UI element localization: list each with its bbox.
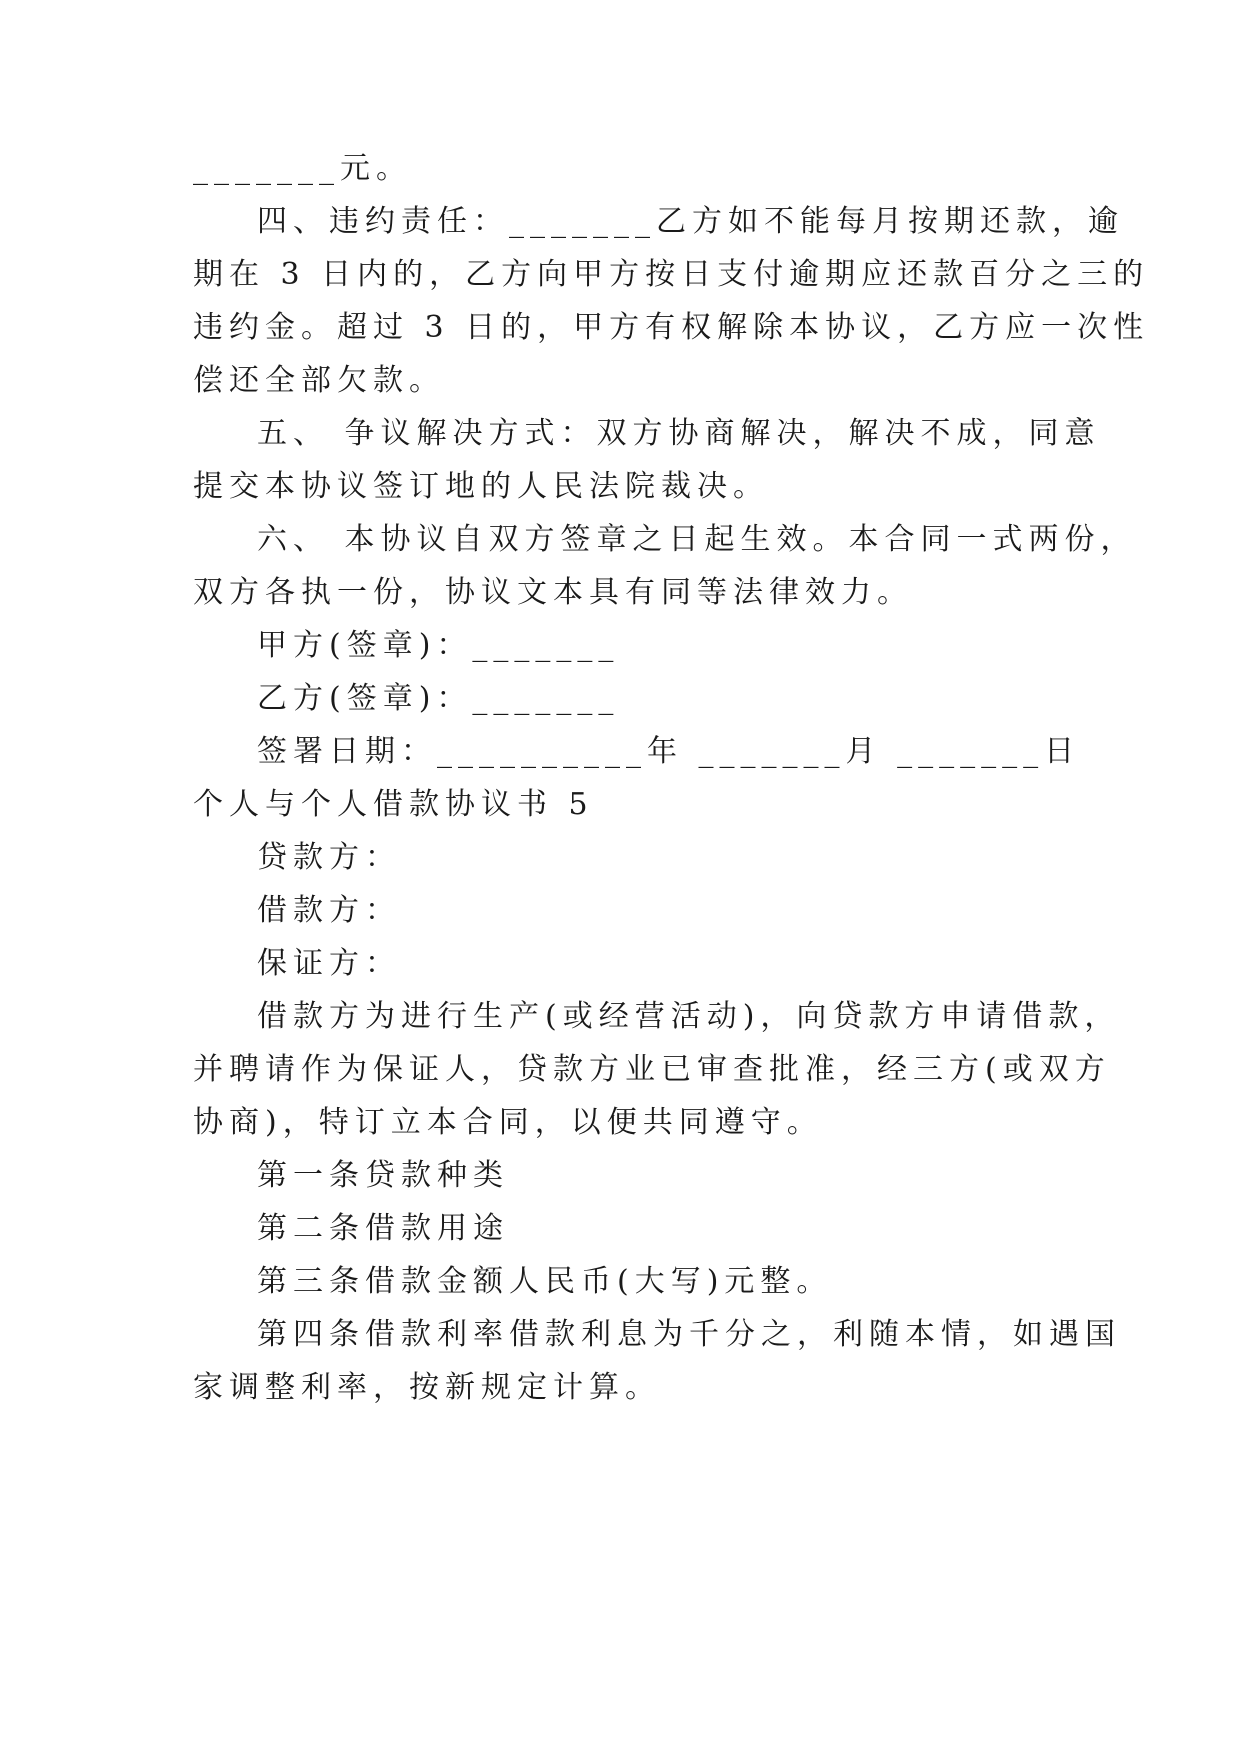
- text-line-overdue-penalty: 期在 3 日内的，乙方向甲方按日支付逾期应还款百分之三的: [193, 257, 1150, 292]
- borrower-line: 借款方：: [257, 893, 401, 928]
- text-line-preamble-1: 借款方为进行生产(或经营活动)，向贷款方申请借款，: [257, 999, 1121, 1034]
- text-line-penalty-termination: 违约金。超过 3 日的，甲方有权解除本协议，乙方应一次性: [193, 310, 1150, 345]
- text-line-breach-liability: 四、违约责任：_______乙方如不能每月按期还款，逾: [257, 204, 1124, 239]
- party-a-signature-line: 甲方(签章)：_______: [257, 628, 620, 663]
- article-3-loan-amount: 第三条借款金额人民币(大写)元整。: [257, 1264, 833, 1299]
- lender-line: 贷款方：: [257, 840, 401, 875]
- section-title: 个人与个人借款协议书 5: [193, 787, 594, 822]
- text-line-effective-date: 六、 本协议自双方签章之日起生效。本合同一式两份，: [257, 522, 1137, 557]
- guarantor-line: 保证方：: [257, 946, 401, 981]
- article-4-interest-rate: 第四条借款利率借款利息为千分之，利随本情，如遇国: [257, 1317, 1121, 1352]
- text-line-copies: 双方各执一份，协议文本具有同等法律效力。: [193, 575, 913, 610]
- party-b-signature-line: 乙方(签章)：_______: [257, 681, 620, 716]
- article-1-loan-type: 第一条贷款种类: [257, 1158, 509, 1193]
- text-line-court-ruling: 提交本协议签订地的人民法院裁决。: [193, 469, 769, 504]
- text-line-full-repayment: 偿还全部欠款。: [193, 363, 445, 398]
- text-line-preamble-2: 并聘请作为保证人，贷款方业已审查批准，经三方(或双方: [193, 1052, 1111, 1087]
- text-line-amount-yuan: _______元。: [193, 151, 412, 186]
- text-line-preamble-3: 协商)，特订立本合同，以便共同遵守。: [193, 1105, 823, 1140]
- article-4-interest-rate-cont: 家调整利率，按新规定计算。: [193, 1370, 661, 1405]
- signing-date-line: 签署日期：__________年 _______月 _______日: [257, 734, 1081, 769]
- text-line-dispute-resolution: 五、 争议解决方式：双方协商解决，解决不成，同意: [257, 416, 1101, 451]
- article-2-loan-purpose: 第二条借款用途: [257, 1211, 509, 1246]
